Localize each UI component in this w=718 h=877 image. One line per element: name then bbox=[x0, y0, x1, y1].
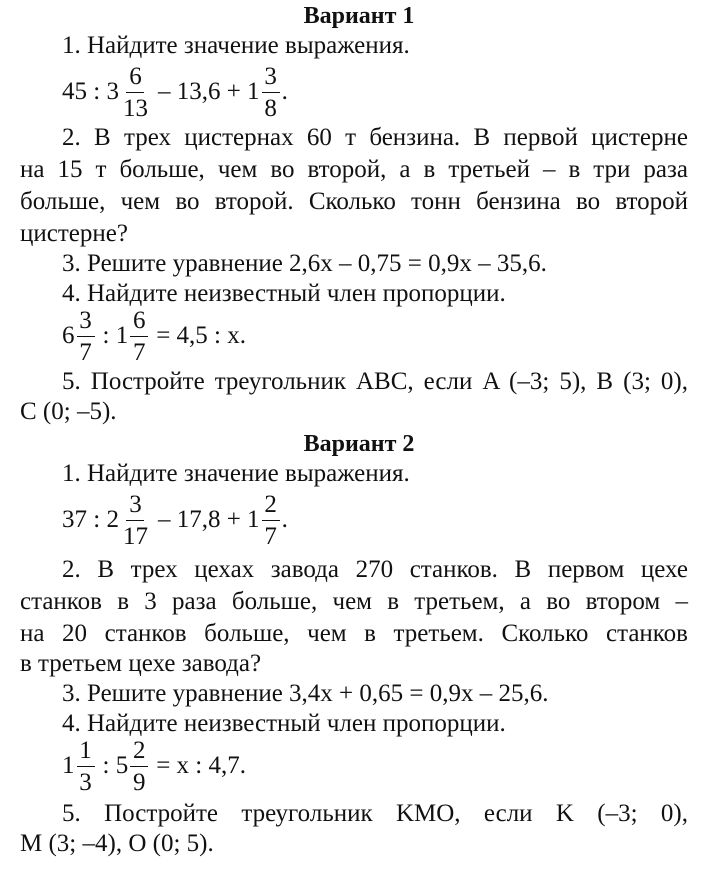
v1-prop-fraction-2-num: 6 bbox=[130, 308, 148, 337]
v1-expr-fraction-2-num: 3 bbox=[262, 64, 280, 93]
v2-expr-fraction-2-den: 7 bbox=[264, 522, 277, 550]
v2-task4-text: 4. Найдите неизвестный член пропорции. bbox=[62, 710, 506, 737]
v2-task5-line-2: M (3; –4), O (0; 5). bbox=[20, 830, 214, 857]
v1-prop-fraction-1-num: 3 bbox=[77, 308, 95, 337]
v1-task4-expression bbox=[62, 308, 246, 364]
v1-prop-end: = 4,5 : x. bbox=[156, 322, 246, 349]
v1-expr-end: . bbox=[281, 78, 288, 105]
v2-task2-line-2: станков в 3 раза больше, чем в третьем, а во втором – bbox=[20, 588, 688, 615]
v2-task1-text: 1. Найдите значение выражения. bbox=[62, 460, 410, 487]
v1-expr-fraction-2-den: 8 bbox=[264, 94, 277, 122]
v2-expr-part-a: 37 : 2 bbox=[62, 506, 119, 533]
v2-prop-fraction-1 bbox=[77, 738, 95, 795]
v1-prop-mid: : 1 bbox=[102, 322, 129, 349]
v1-task2-line-2: на 15 т больше, чем во второй, а в третьей – в три раза bbox=[20, 156, 688, 183]
variant-1-heading: Вариант 1 bbox=[303, 3, 415, 29]
v2-prop-end: = x : 4,7. bbox=[156, 752, 246, 779]
v1-prop-fraction-1 bbox=[77, 308, 95, 365]
v2-expr-fraction-2-num: 2 bbox=[262, 492, 280, 521]
v2-task1-expression bbox=[62, 492, 288, 548]
v2-prop-whole-1: 1 bbox=[62, 752, 75, 779]
variant-2-heading: Вариант 2 bbox=[303, 431, 415, 457]
v1-expr-fraction-1-den: 13 bbox=[122, 94, 148, 122]
v1-expr-part-a: 45 : 3 bbox=[62, 78, 119, 105]
v2-task5-line-1: 5. Постройте треугольник KMO, если K (–3; 0), bbox=[62, 800, 688, 827]
v2-prop-fraction-1-num: 1 bbox=[77, 738, 95, 767]
v1-prop-fraction-2 bbox=[130, 308, 148, 365]
v1-task5-line-1: 5. Постройте треугольник ABC, если A (–3; 5), B (3; 0), bbox=[62, 368, 688, 395]
v2-expr-end: . bbox=[281, 506, 288, 533]
v2-task2-line-3: на 20 станков больше, чем в третьем. Сколько станков bbox=[20, 620, 688, 647]
v2-prop-fraction-2 bbox=[130, 738, 148, 795]
v1-expr-fraction-1-num: 6 bbox=[126, 64, 144, 93]
v1-task1-expression bbox=[62, 64, 288, 120]
v1-expr-fraction-2 bbox=[262, 64, 280, 121]
v1-task3-text: 3. Решите уравнение 2,6x – 0,75 = 0,9x – 35,6. bbox=[62, 250, 547, 277]
v2-expr-fraction-2 bbox=[262, 492, 280, 549]
v1-prop-whole-1: 6 bbox=[62, 322, 75, 349]
v2-expr-fraction-1 bbox=[121, 492, 150, 549]
v2-expr-part-b: – 17,8 + 1 bbox=[157, 506, 260, 533]
v2-expr-fraction-1-num: 3 bbox=[126, 492, 144, 521]
v1-task5-line-2: C (0; –5). bbox=[20, 398, 117, 425]
v2-task3-text: 3. Решите уравнение 3,4x + 0,65 = 0,9x – 25,6. bbox=[62, 680, 549, 707]
v2-prop-fraction-2-den: 9 bbox=[132, 768, 146, 796]
v1-expr-fraction-1 bbox=[121, 64, 150, 121]
v2-prop-mid: : 5 bbox=[102, 752, 129, 779]
v2-task4-expression bbox=[62, 738, 246, 794]
v1-prop-fraction-1-den: 7 bbox=[79, 338, 92, 366]
v2-prop-fraction-1-den: 3 bbox=[79, 768, 92, 796]
v2-prop-fraction-2-num: 2 bbox=[130, 738, 148, 767]
v1-task4-text: 4. Найдите неизвестный член пропорции. bbox=[62, 280, 506, 307]
v1-task2-line-4: цистерне? bbox=[20, 220, 128, 247]
v2-task2-line-1: 2. В трех цехах завода 270 станков. В первом цехе bbox=[62, 556, 688, 583]
v1-expr-part-b: – 13,6 + 1 bbox=[157, 78, 260, 105]
v1-task2-line-3: больше, чем во второй. Сколько тонн бензина во второй bbox=[20, 188, 688, 215]
v1-task2-line-1: 2. В трех цистернах 60 т бензина. В первой цистерне bbox=[62, 124, 688, 151]
v1-task1-text: 1. Найдите значение выражения. bbox=[62, 32, 410, 59]
v2-task2-line-4: в третьем цехе завода? bbox=[20, 650, 262, 677]
v1-prop-fraction-2-den: 7 bbox=[132, 338, 146, 366]
v2-expr-fraction-1-den: 17 bbox=[122, 522, 148, 550]
